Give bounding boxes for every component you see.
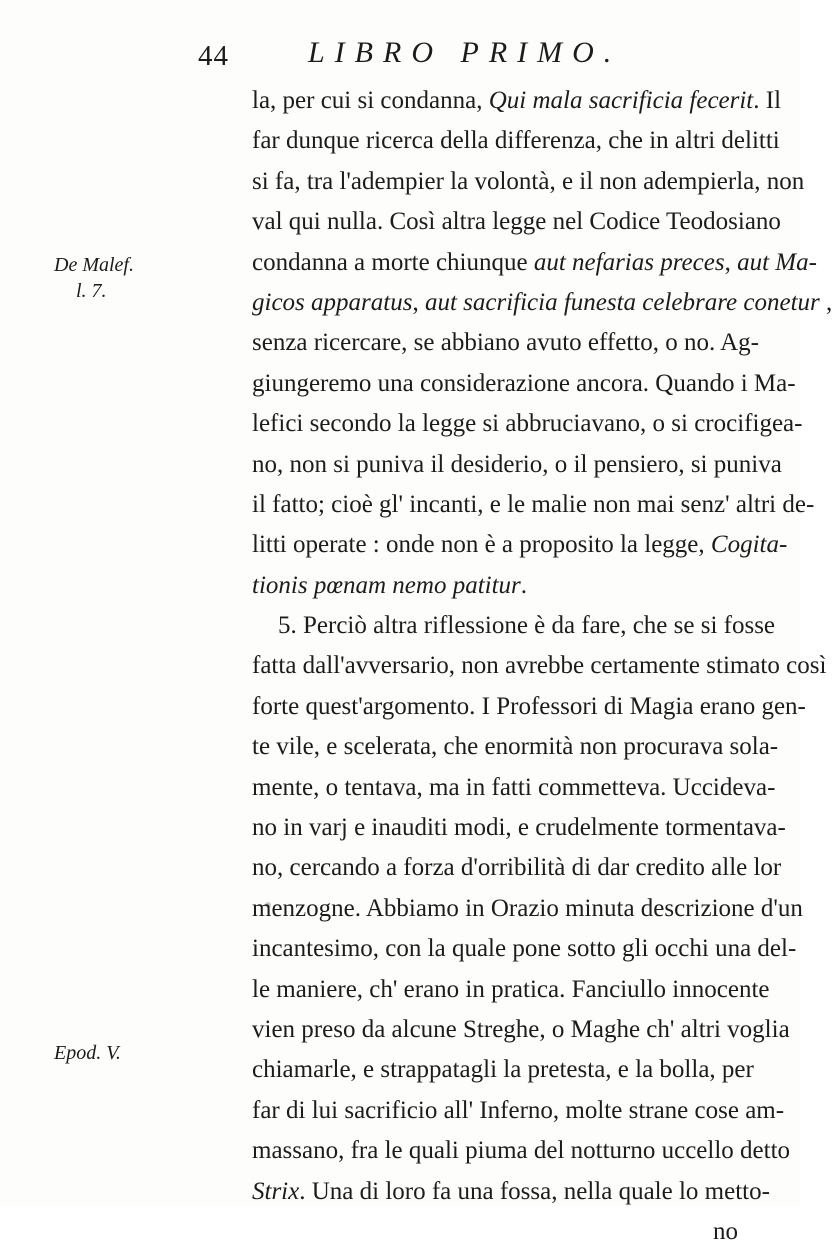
italic-latin-phrase: tionis pœnam nemo patitur (252, 571, 521, 599)
text-segment: 5. Perciò altra riflessione è da fare, che se si fosse (278, 612, 776, 640)
text-segment: . (520, 571, 528, 599)
text-line (252, 1131, 791, 1171)
running-head: LIBRO PRIMO. (308, 36, 622, 69)
text-segment: far di lui sacrificio all' Inferno, molte strane cose am- (252, 1096, 785, 1124)
text-segment: , (412, 288, 425, 316)
text-segment: lefici secondo la legge si abbruciavano, o si crocifigea- (252, 410, 803, 438)
text-line (252, 243, 817, 283)
text-line (252, 1050, 754, 1090)
text-line (252, 1172, 770, 1212)
text-segment: chiamarle, e strappatagli la pretesta, e la bolla, per (252, 1056, 754, 1084)
text-line (252, 162, 805, 202)
text-segment: val qui nulla. Così altra legge nel Codice Teodosiano (252, 208, 781, 236)
text-line (252, 1091, 785, 1131)
text-segment: no in varj e inauditi modi, e crudelmente tormentava- (252, 814, 786, 842)
italic-latin-phrase: aut nefarias preces (533, 248, 725, 276)
text-line (252, 1010, 790, 1050)
text-line (252, 445, 782, 485)
text-line (252, 768, 776, 808)
text-segment: vien preso da alcune Streghe, o Maghe ch' altri voglia (252, 1015, 790, 1043)
text-segment: senza ricercare, se abbiano avuto effetto, o no. Ag- (252, 329, 759, 357)
page-number: 44 (198, 40, 229, 72)
text-segment: mente, o tentava, ma in fatti commetteva. Uccideva- (252, 773, 776, 801)
text-segment: fatta dall'avversario, non avrebbe certamente stimato così (252, 652, 827, 680)
text-segment: condanna a morte chiunque (252, 248, 534, 276)
text-line (252, 646, 827, 686)
text-line (252, 929, 797, 969)
text-line (252, 970, 770, 1010)
margin-note-epod (54, 1040, 121, 1066)
text-segment: le maniere, ch' erano in pratica. Fanciullo innocente (252, 975, 770, 1003)
text-line (252, 323, 759, 363)
text-segment: la, per cui si condanna, (252, 87, 489, 114)
italic-latin-phrase: aut sacrificia funesta celebrare conetur (424, 288, 820, 316)
text-segment: , (724, 248, 738, 276)
text-segment: forte quest'argomento. I Professori di Magia erano gen- (252, 692, 806, 720)
text-line (252, 485, 815, 525)
text-line (252, 202, 781, 242)
text-segment: te vile, e scelerata, che enormità non procurava sola- (252, 733, 779, 761)
italic-latin-phrase: Strix (252, 1177, 300, 1205)
italic-latin-phrase: Qui mala sacrificia fecerit (488, 87, 754, 114)
text-segment: giungeremo una considerazione ancora. Quando i Ma- (252, 369, 796, 397)
catchword (252, 1212, 738, 1252)
text-line (252, 687, 806, 727)
text-line (252, 808, 786, 848)
text-segment: no, non si puniva il desiderio, o il pensiero, si puniva (252, 450, 782, 478)
margin-note-de-malef (54, 252, 134, 304)
text-line (252, 121, 780, 161)
text-line (252, 566, 738, 606)
text-segment: incantesimo, con la quale pone sotto gli occhi una del- (252, 935, 797, 963)
text-segment: massano, fra le quali piuma del notturno uccello detto (252, 1137, 791, 1165)
text-line (252, 727, 779, 767)
text-line (252, 889, 803, 929)
text-segment: , (819, 288, 832, 316)
text-segment: no (713, 1217, 738, 1245)
text-segment: far dunque ricerca della differenza, che in altri delitti (252, 127, 780, 155)
text-line (252, 606, 776, 646)
italic-latin-phrase: gicos apparatus (252, 288, 413, 316)
text-line (252, 525, 788, 565)
body-text (252, 81, 832, 1252)
text-segment: menzogne. Abbiamo in Orazio minuta descrizione d'un (252, 894, 803, 922)
text-line (252, 283, 832, 323)
text-segment: si fa, tra l'adempier la volontà, e il non adempierla, non (252, 167, 805, 195)
text-line (252, 848, 782, 888)
text-segment: no, cercando a forza d'orribilità di dar credito alle lor (252, 854, 782, 882)
margin-note-line: Epod. V. (54, 1042, 121, 1064)
text-segment: . Il (753, 87, 782, 114)
text-line (252, 364, 796, 404)
text-segment: il fatto; cioè gl' incanti, e le malie non mai senz' altri de- (252, 490, 815, 518)
margin-note-line: l. 7. (76, 280, 107, 302)
text-segment: . Una di loro fa una fossa, nella quale lo metto- (299, 1177, 770, 1205)
italic-latin-phrase: Cogita- (710, 531, 788, 559)
text-line (252, 81, 782, 121)
text-line (252, 404, 803, 444)
margin-note-line: De Malef. (54, 254, 134, 276)
italic-latin-phrase: aut Ma- (737, 248, 817, 276)
text-segment: litti operate : onde non è a proposito la legge, (252, 531, 711, 559)
